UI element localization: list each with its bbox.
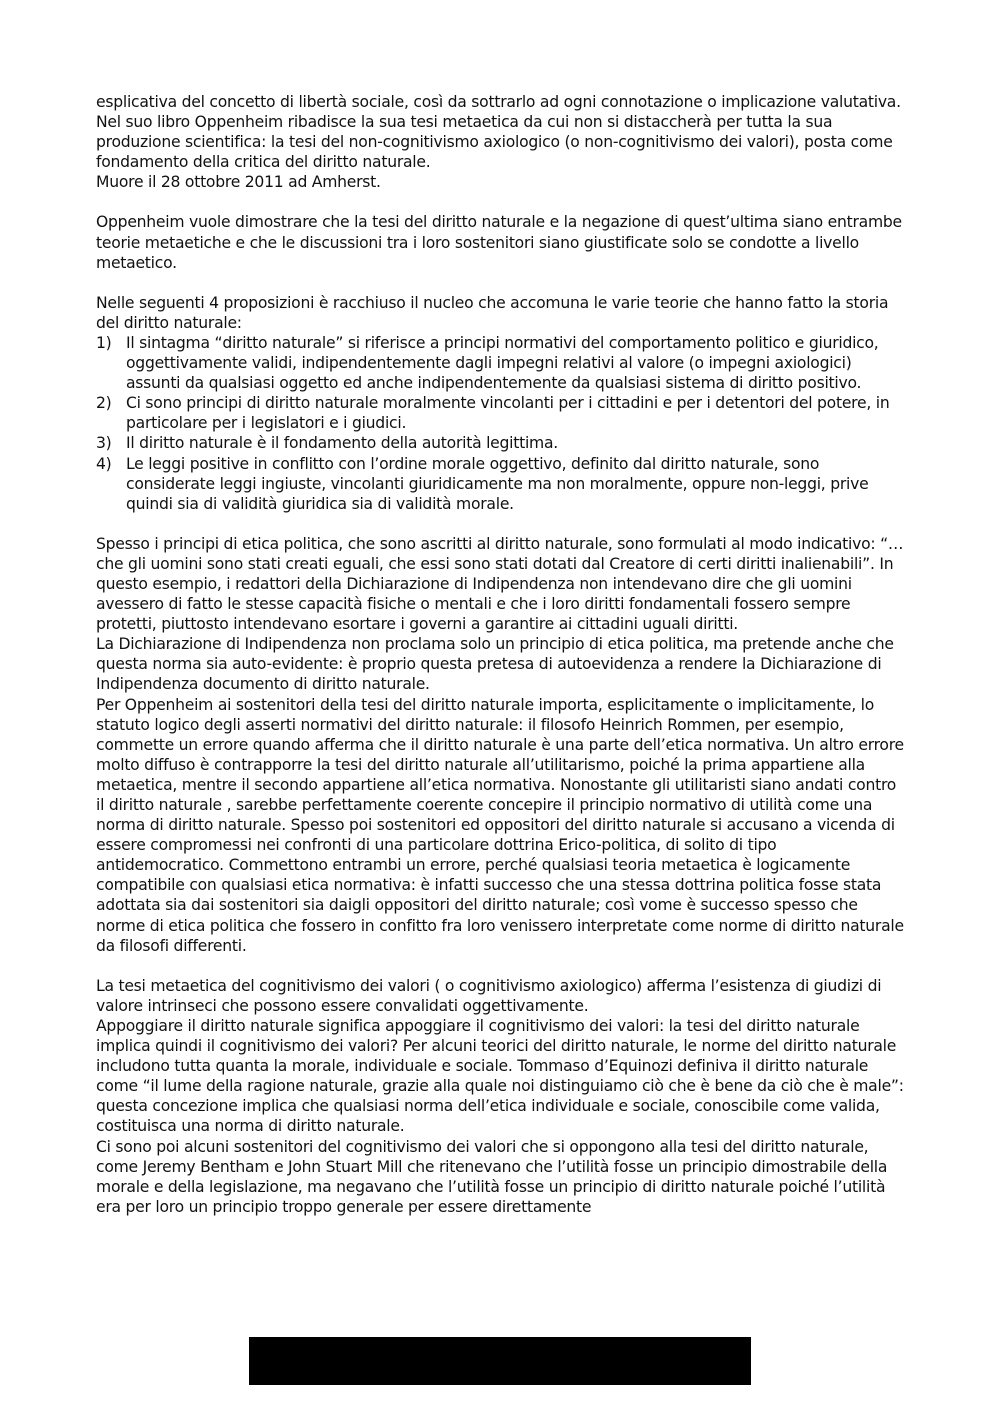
list-text: Il sintagma “diritto naturale” si riferisce a principi normativi del comportamento politico e giuridico, oggettivamente validi, indipendentemente dagli impegni relativi al valore (o impegni axiologici) assunti da qualsiasi oggetto ed anche indipendentemente da qualsiasi sistema di diritto positivo.: [126, 333, 879, 393]
list-number: 2): [96, 394, 112, 413]
paragraph: Appoggiare il diritto naturale significa appoggiare il cognitivismo dei valori: la tesi del diritto naturale implica quindi il cognitivismo dei valori? Per alcuni teorici del diritto naturale, le norme del diritto naturale includono tutta quanta la morale, individuale e sociale. Tommaso d’Equinozi definiva il diritto naturale come “il lume della ragione naturale, grazie alla quale noi distinguiamo ciò che è bene da ciò che è male”: questa concezione implica che qualsiasi norma dell’etica individuale e sociale, conoscibile come valida, costituisca una norma di diritto naturale.: [96, 1016, 904, 1136]
propositions-list: [96, 333, 908, 514]
paragraph: La tesi metaetica del cognitivismo dei valori ( o cognitivismo axiologico) afferma l’esistenza di giudizi di valore intrinseci che possono essere convalidati oggettivamente.: [96, 976, 882, 1015]
paragraph-gap: [96, 514, 908, 534]
list-text: Il diritto naturale è il fondamento della autorità legittima.: [126, 434, 558, 453]
list-item: [96, 333, 908, 393]
list-text: Ci sono principi di diritto naturale moralmente vincolanti per i cittadini e per i detentori del potere, in particolare per i legislatori e i giudici.: [126, 394, 890, 433]
paragraph: Spesso i principi di etica politica, che sono ascritti al diritto naturale, sono formulati al modo indicativo: “… che gli uomini sono stati creati eguali, che essi sono stati dotati dal Creatore di certi diritti inalienabili”. In questo esempio, i redattori della Dichiarazione di Indipendenza non intendevano dire che gli uomini avessero di fatto le stesse capacità fisiche o mentali e che i loro diritti fondamentali fossero sempre protetti, piuttosto intendevano esortare i governi a garantire ai cittadini uguali diritti.: [96, 534, 904, 634]
paragraph-gap: [96, 192, 908, 212]
paragraph: Nel suo libro Oppenheim ribadisce la sua tesi metaetica da cui non si distaccherà per tutta la sua produzione scientifica: la tesi del non-cognitivismo axiologico (o non-cognitivismo dei valori), posta come fondamento della critica del diritto naturale.: [96, 113, 893, 172]
paragraph: esplicativa del concetto di libertà sociale, così da sottrarlo ad ogni connotazione o implicazione valutativa.: [96, 93, 901, 111]
list-item: [96, 393, 908, 433]
redaction-bar: [249, 1337, 751, 1385]
list-number: 4): [96, 454, 112, 473]
paragraph-gap: [96, 956, 908, 976]
paragraph: Nelle seguenti 4 proposizioni è racchiuso il nucleo che accomuna le varie teorie che hanno fatto la storia del diritto naturale:: [96, 293, 889, 332]
list-item: [96, 433, 908, 453]
paragraph: La Dichiarazione di Indipendenza non proclama solo un principio di etica politica, ma pretende anche che questa norma sia auto-evidente: è proprio questa pretesa di autoevidenza a rendere la Dichiarazione di Indipendenza documento di diritto naturale.: [96, 635, 894, 694]
paragraph: Per Oppenheim ai sostenitori della tesi del diritto naturale importa, esplicitamente o implicitamente, lo statuto logico degli asserti normativi del diritto naturale: il filosofo Heinrich Rommen, per esempio, commette un errore quando afferma che il diritto naturale è una parte dell’etica normativa. Un altro errore molto diffuso è contrapporre la tesi del diritto naturale all’utilitarismo, poiché la prima appartiene alla metaetica, mentre il secondo appartiene all’etica normativa. Nonostante gli utilitaristi siano andati contro il diritto naturale , sarebbe perfettamente coerente concepire il principio normativo di utilità come una norma di diritto naturale. Spesso poi sostenitori ed oppositori del diritto naturale si accusano a vicenda di essere compromessi nei confronti di una particolare dottrina Erico-politica, di solito di tipo antidemocratico. Commettono entrambi un errore, perché qualsiasi teoria metaetica è logicamente compatibile con qualsiasi etica normativa: è infatti successo che una stessa dottrina politica fosse stata adottata sia dai sostenitori sia daigli oppositori del diritto naturale; così vome è successo spesso che norme di etica politica che fossero in confitto fra loro venissero interpretate come norme di diritto naturale da filosofi differenti.: [96, 695, 904, 955]
list-number: 3): [96, 434, 112, 453]
paragraph: Oppenheim vuole dimostrare che la tesi del diritto naturale e la negazione di quest’ultima siano entrambe teorie metaetiche e che le discussioni tra i loro sostenitori siano giustificate solo se condotte a livello metaetico.: [96, 213, 902, 272]
paragraph: Muore il 28 ottobre 2011 ad Amherst.: [96, 173, 381, 192]
list-item: [96, 454, 908, 514]
document-page: [96, 92, 908, 1217]
list-text: Le leggi positive in conflitto con l’ordine morale oggettivo, definito dal diritto naturale, sono considerate leggi ingiuste, vincolanti giuridicamente ma non moralmente, oppure non-leggi, prive quindi sia di validità giuridica sia di validità morale.: [126, 454, 869, 513]
paragraph-gap: [96, 273, 908, 293]
list-number: 1): [96, 333, 112, 352]
paragraph: Ci sono poi alcuni sostenitori del cognitivismo dei valori che si oppongono alla tesi del diritto naturale, come Jeremy Bentham e John Stuart Mill che ritenevano che l’utilità fosse un principio dimostrabile della morale e della legislazione, ma negavano che l’utilità fosse un principio di diritto naturale poiché l’utilità era per loro un principio troppo generale per essere direttamente: [96, 1137, 888, 1216]
